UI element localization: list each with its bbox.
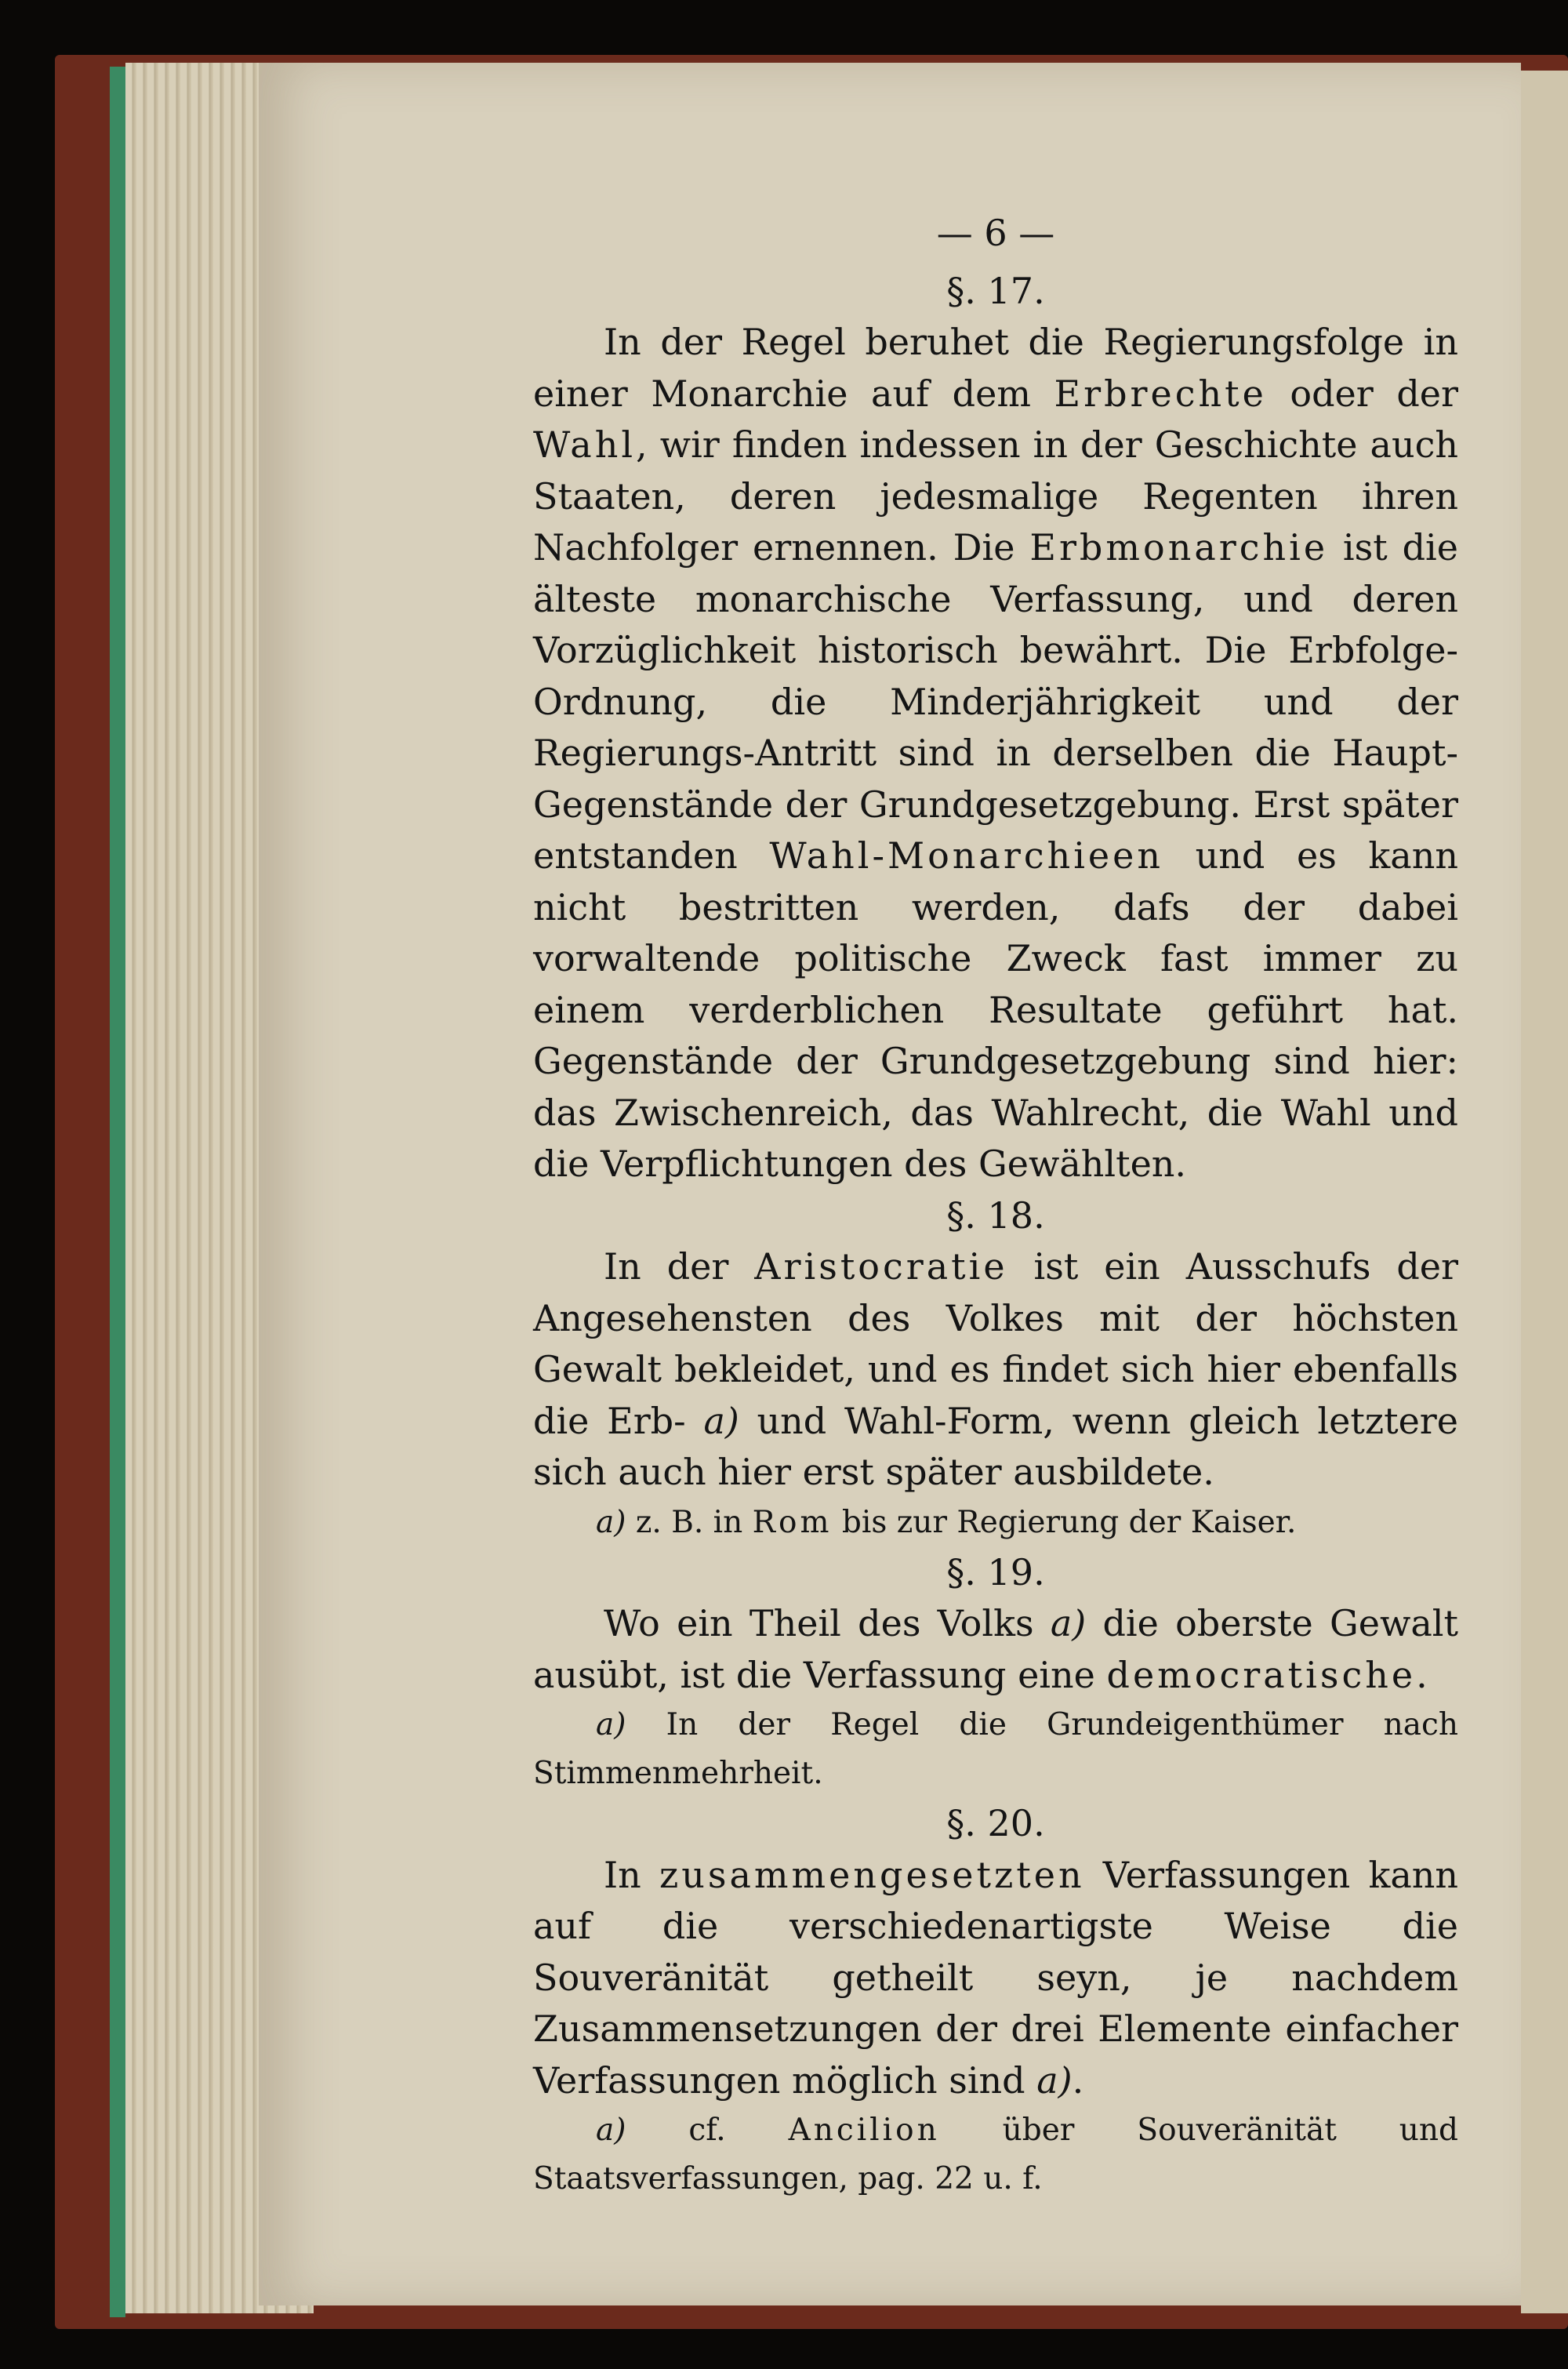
page-text (533, 208, 1458, 2204)
section-18-paragraph: In der Aristocratie ist ein Ausschufs der Angesehensten des Volkes mit der höchsten Gewalt bekleidet, und es findet sich hier ebenfalls die Erb- a) und Wahl-Form, wenn gleich letztere sich auch hier erst später ausbildete. (533, 1245, 1459, 1493)
emphasis-erbrechte: Erbrechte (1054, 372, 1267, 415)
emphasis-aristocratie: Aristocratie (754, 1245, 1008, 1288)
book-edge (110, 67, 125, 2317)
page-number: — 6 — (936, 212, 1055, 254)
facing-page-edge (1521, 71, 1568, 2313)
emphasis-democratische: democratische (1106, 1653, 1417, 1696)
footnote-mark: a) (1036, 2058, 1073, 2102)
footnote-20a: a) cf. Ancilion über Souveränität und Staatsverfassungen, pag. 22 u. f. (533, 2113, 1458, 2196)
emphasis-wahl: Wahl (533, 423, 637, 466)
section-19-paragraph: Wo ein Theil des Volks a) die oberste Gewalt ausübt, ist die Verfassung eine democratische. (533, 1602, 1458, 1696)
section-heading-17: §. 17. (946, 269, 1045, 312)
emphasis-erbmonarchie: Erbmonarchie (1029, 526, 1329, 569)
section-17-paragraph: In der Regel beruhet die Regierungsfolge in einer Monarchie auf dem Erbrechte oder der Wahl, wir finden indessen in der Geschichte auch Staaten, deren jedesmalige Regenten ihren Nachfolger ernennen. Die Erbmonarchie ist die älteste monarchische Verfassung, und deren Vorzüglichkeit historisch bewährt. Die Erbfolge-Ordnung, die Minderjährigkeit und der Regierungs-Antritt sind in derselben die Haupt-Gegenstände der Grundgesetzgebung. Erst später entstanden Wahl-Monarchieen und es kann nicht bestritten werden, dafs der dabei vorwaltende politische Zweck fast immer zu einem verderblichen Resultate geführt hat. Gegenstände der Grundgesetzgebung sind hier: das Zwischenreich, das Wahlrecht, die Wahl und die Verpflichtungen des Gewählten. (533, 321, 1458, 1185)
footnote-mark: a) (703, 1399, 739, 1442)
footnote-mark: a) (1050, 1602, 1087, 1644)
footnote-19a: a) In der Regel die Grundeigenthümer nach Stimmenmehrheit. (533, 1707, 1458, 1791)
section-heading-20: §. 20. (946, 1802, 1045, 1844)
section-heading-19: §. 19. (946, 1550, 1045, 1593)
section-20-paragraph: In zusammengesetzten Verfassungen kann auf die verschiedenartigste Weise die Souveränität getheilt seyn, je nachdem Zusammensetzungen der drei Elemente einfacher Verfassungen möglich sind a). (533, 1853, 1459, 2102)
emphasis-wahl-monarchieen: Wahl-Monarchieen (769, 834, 1164, 877)
section-heading-18: §. 18. (946, 1194, 1045, 1237)
footnote-18a: a) z. B. in Rom bis zur Regierung der Kaiser. (596, 1504, 1297, 1540)
emphasis-zusammengesetzten: zusammengesetzten (659, 1853, 1085, 1896)
